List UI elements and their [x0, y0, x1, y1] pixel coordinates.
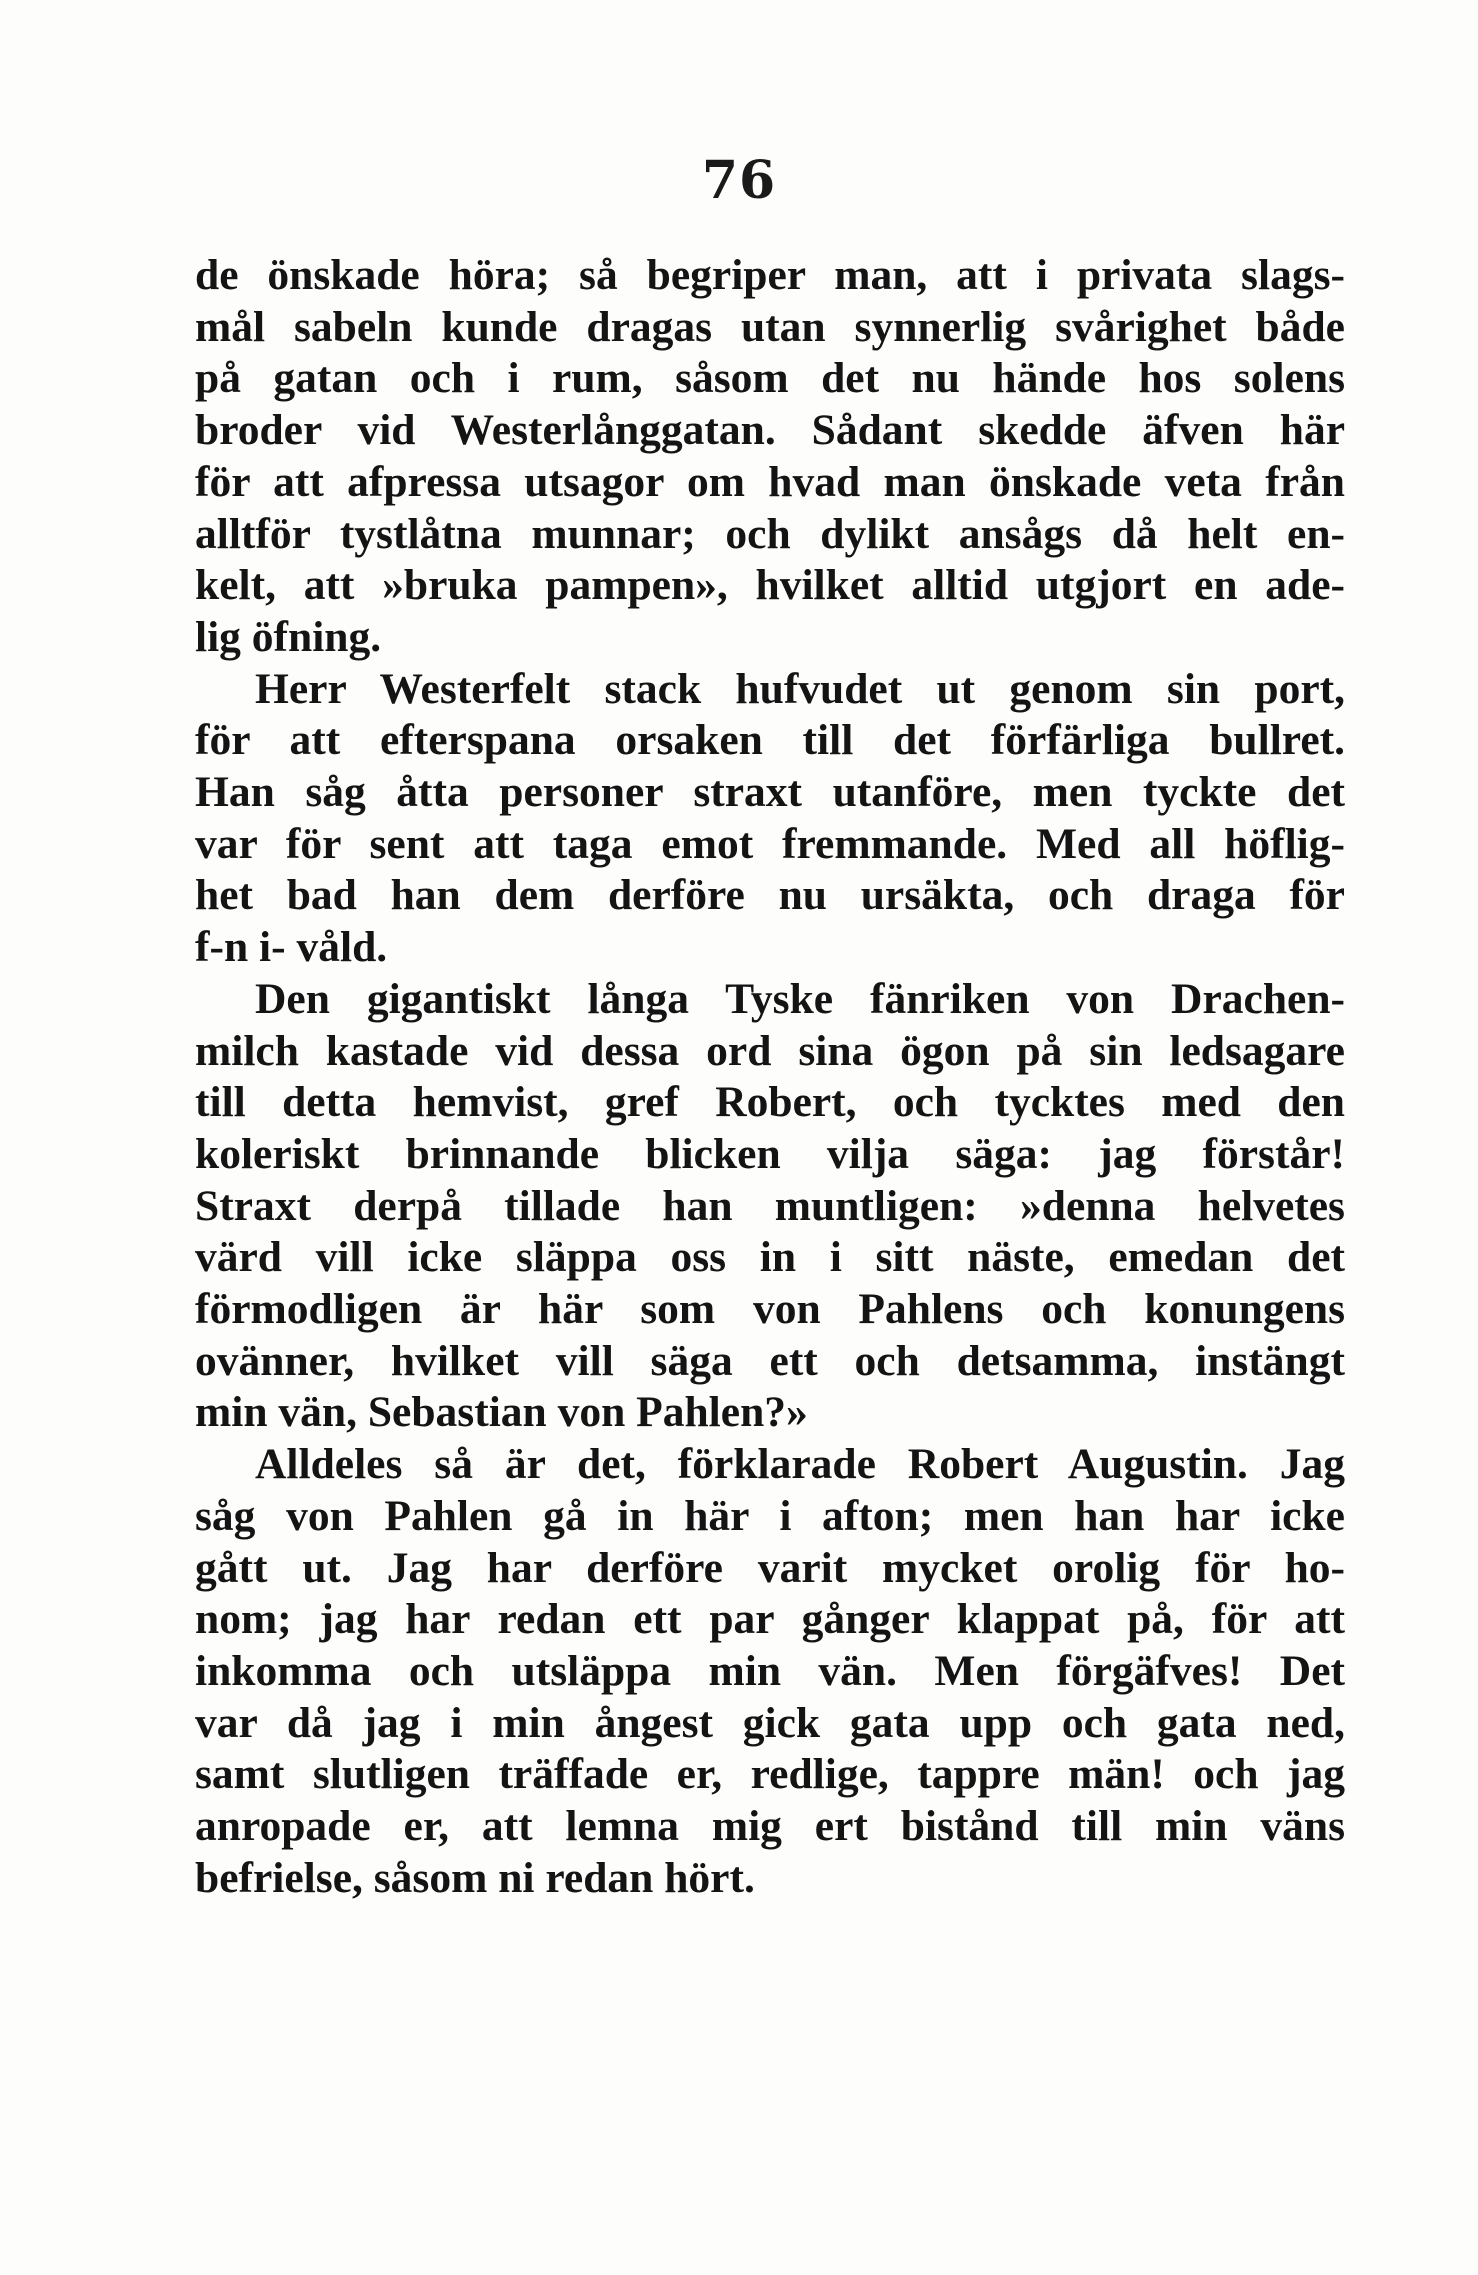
text-line: milch kastade vid dessa ord sina ögon på sin ledsagare	[195, 1026, 1345, 1075]
text-line: var för sent att taga emot fremmande. Med all höflig-	[195, 819, 1345, 868]
text-line: för att efterspana orsaken till det förfärliga bullret.	[195, 716, 1345, 765]
text-line: till detta hemvist, gref Robert, och tycktes med den	[195, 1078, 1345, 1127]
text-line: f-n i- våld.	[195, 923, 388, 972]
text-line: Straxt derpå tillade han muntligen: »denna helvetes	[195, 1181, 1345, 1230]
text-line: het bad han dem derföre nu ursäkta, och draga för	[195, 871, 1345, 920]
text-line: min vän, Sebastian von Pahlen?»	[195, 1388, 808, 1437]
text-line: befrielse, såsom ni redan hört.	[195, 1853, 755, 1902]
text-line: var då jag i min ångest gick gata upp och gata ned,	[195, 1698, 1345, 1747]
text-line: gått ut. Jag har derföre varit mycket orolig för ho-	[195, 1543, 1345, 1592]
paragraph-2	[195, 664, 1345, 974]
body-text	[195, 250, 1345, 1905]
text-line: samt slutligen träffade er, redlige, tappre män! och jag	[195, 1750, 1345, 1799]
text-line: mål sabeln kunde dragas utan synnerlig svårighet både	[195, 302, 1345, 351]
text-line: Herr Westerfelt stack hufvudet ut genom sin port,	[255, 664, 1345, 713]
text-line: Alldeles så är det, förklarade Robert Augustin. Jag	[255, 1440, 1345, 1489]
text-line: lig öfning.	[195, 612, 382, 661]
paragraph-4	[195, 1439, 1345, 1904]
text-line: nom; jag har redan ett par gånger klappat på, för att	[195, 1595, 1345, 1644]
text-line: broder vid Westerlånggatan. Sådant skedde äfven här	[195, 406, 1345, 455]
text-line: förmodligen är här som von Pahlens och konungens	[195, 1285, 1345, 1334]
page-number: 76	[701, 150, 777, 211]
text-line: kelt, att »bruka pampen», hvilket alltid utgjort en ade-	[195, 561, 1345, 610]
text-line: alltför tystlåtna munnar; och dylikt ansågs då helt en-	[195, 509, 1345, 558]
text-line: såg von Pahlen gå in här i afton; men han har icke	[195, 1491, 1345, 1540]
text-line: för att afpressa utsagor om hvad man önskade veta från	[195, 457, 1345, 506]
text-line: anropade er, att lemna mig ert bistånd till min väns	[195, 1802, 1345, 1851]
text-line: Han såg åtta personer straxt utanföre, men tyckte det	[195, 768, 1345, 817]
text-line: de önskade höra; så begriper man, att i privata slags-	[195, 251, 1345, 299]
text-line: ovänner, hvilket vill säga ett och detsamma, instängt	[195, 1336, 1345, 1385]
text-line: värd vill icke släppa oss in i sitt näste, emedan det	[195, 1233, 1345, 1282]
paragraph-3	[195, 974, 1345, 1439]
text-line: inkomma och utsläppa min vän. Men förgäfves! Det	[195, 1646, 1345, 1695]
text-line: koleriskt brinnande blicken vilja säga: jag förstår!	[195, 1129, 1345, 1178]
text-line: Den gigantiskt långa Tyske fänriken von Drachen-	[255, 974, 1345, 1023]
text-line: på gatan och i rum, såsom det nu hände hos solens	[195, 354, 1345, 403]
paragraph-1	[195, 250, 1345, 664]
